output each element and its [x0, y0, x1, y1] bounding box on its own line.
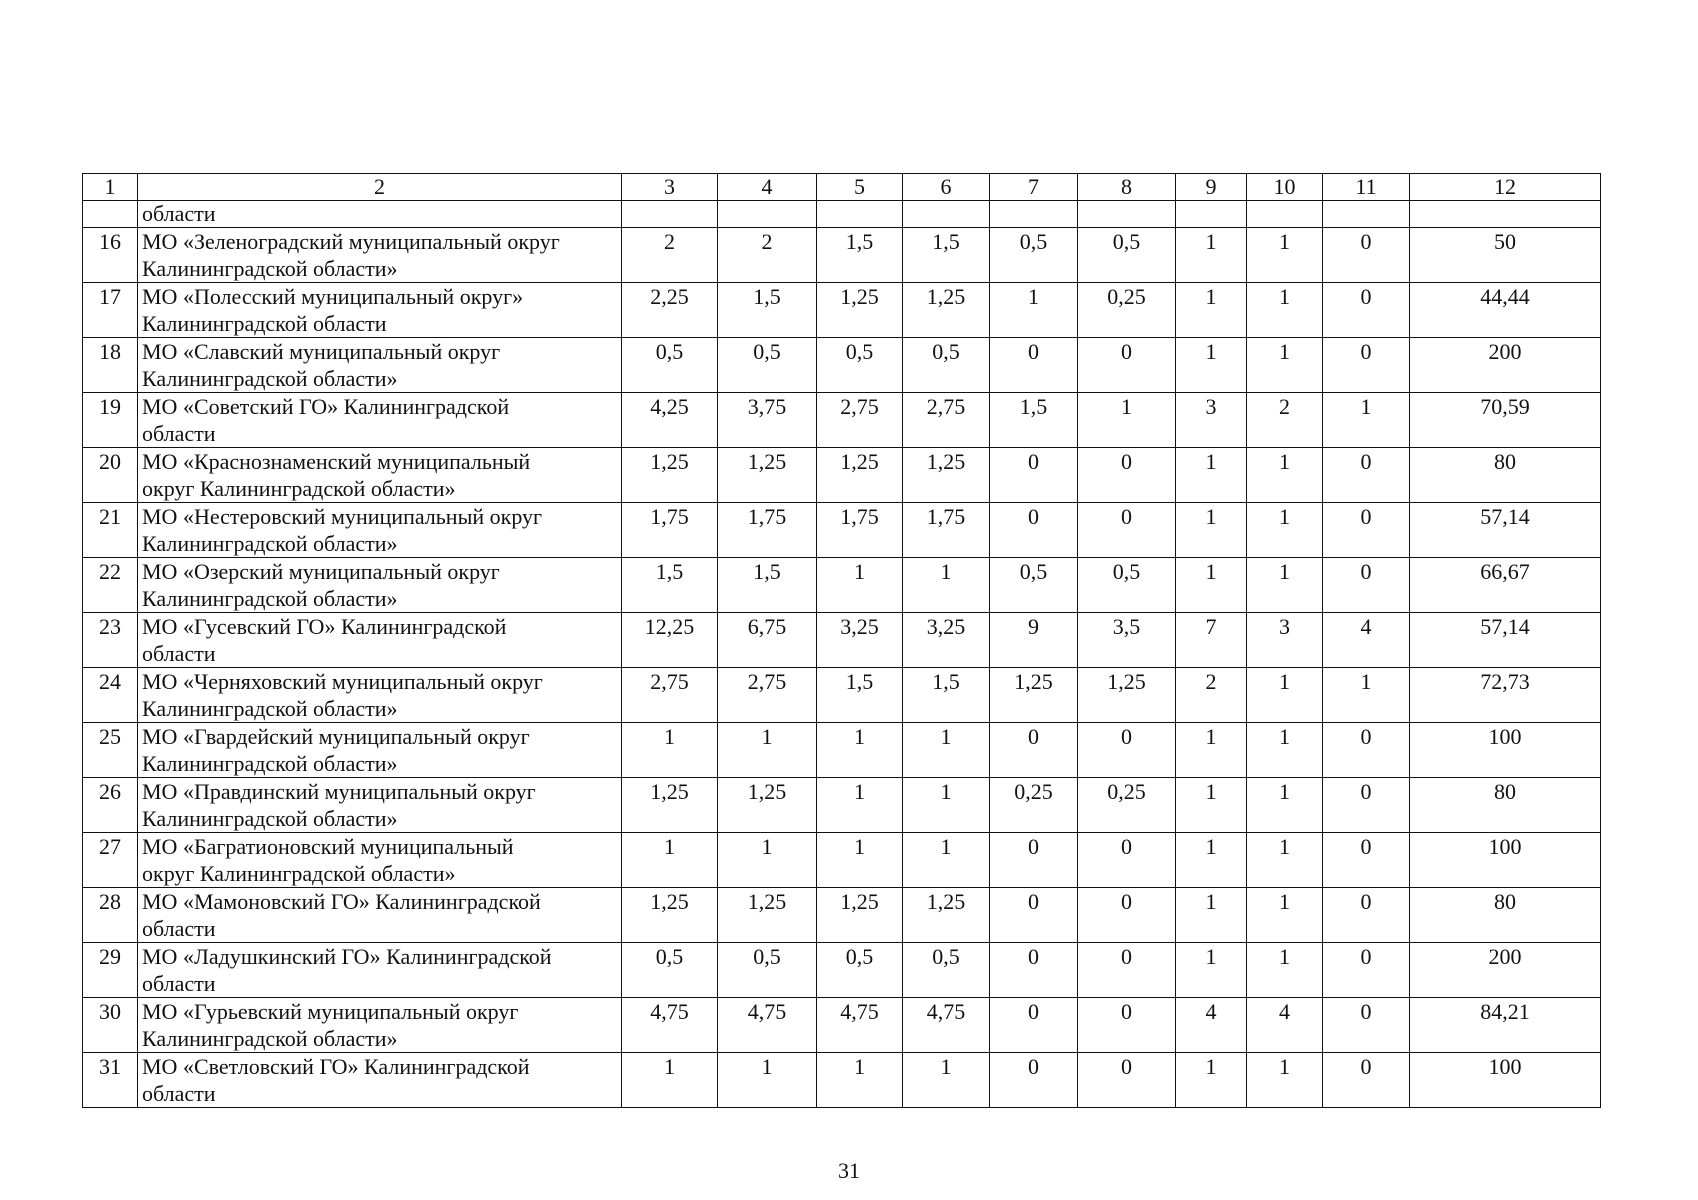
- value-cell: 1: [903, 1053, 990, 1108]
- value-cell: 1: [1176, 1053, 1247, 1108]
- table-cell: [1247, 201, 1323, 228]
- value-cell: 1,75: [903, 503, 990, 558]
- value-cell: 4,75: [903, 998, 990, 1053]
- table-cell: [1410, 201, 1601, 228]
- value-cell: 0,25: [1078, 778, 1176, 833]
- value-cell: 1,5: [718, 558, 817, 613]
- value-cell: 0: [990, 338, 1078, 393]
- value-cell: 1: [1247, 778, 1323, 833]
- value-cell: 0: [1323, 228, 1410, 283]
- value-cell: 1: [817, 1053, 903, 1108]
- value-cell: 0: [990, 503, 1078, 558]
- row-number-cell: 18: [83, 338, 138, 393]
- value-cell: 1,25: [903, 888, 990, 943]
- value-cell: 0: [1078, 888, 1176, 943]
- value-cell: 0: [1078, 723, 1176, 778]
- value-cell: 1: [718, 723, 817, 778]
- name-cell: области: [138, 201, 622, 228]
- value-cell: 0: [1323, 833, 1410, 888]
- name-cell: [138, 558, 622, 613]
- value-cell: 1,25: [817, 283, 903, 338]
- name-line: Калининградской области»: [142, 696, 398, 721]
- name-cell: [138, 668, 622, 723]
- value-cell: 1,5: [718, 283, 817, 338]
- value-cell: 1,25: [990, 668, 1078, 723]
- value-cell: 0: [1323, 558, 1410, 613]
- row-number-cell: 31: [83, 1053, 138, 1108]
- value-cell: 0,5: [903, 338, 990, 393]
- table-cell: [1176, 201, 1247, 228]
- value-cell: 3,25: [903, 613, 990, 668]
- continuation-row: [83, 201, 1601, 228]
- name-line: МО «Гвардейский муниципальный округ: [142, 724, 530, 749]
- name-line: округ Калининградской области»: [142, 861, 456, 886]
- name-line: области: [142, 971, 216, 996]
- name-cell: [138, 778, 622, 833]
- value-cell: 1,75: [622, 503, 718, 558]
- value-cell: 0,5: [990, 228, 1078, 283]
- row-number-cell: 26: [83, 778, 138, 833]
- value-cell: 1: [1323, 668, 1410, 723]
- value-cell: 0: [1323, 448, 1410, 503]
- name-line: МО «Мамоновский ГО» Калининградской: [142, 889, 541, 914]
- header-cell: 7: [990, 174, 1078, 201]
- page-number: 31: [838, 1158, 860, 1183]
- value-cell: 1: [1247, 338, 1323, 393]
- table-row: [83, 778, 1601, 833]
- name-line: области: [142, 421, 216, 446]
- value-cell: 1,25: [1078, 668, 1176, 723]
- value-cell: 1,5: [817, 668, 903, 723]
- name-cell: [138, 503, 622, 558]
- value-cell: 57,14: [1410, 613, 1601, 668]
- value-cell: 1: [1176, 558, 1247, 613]
- value-cell: 1: [1247, 448, 1323, 503]
- data-table: [82, 173, 1601, 1108]
- header-cell: 4: [718, 174, 817, 201]
- value-cell: 1,5: [817, 228, 903, 283]
- name-line: МО «Правдинский муниципальный округ: [142, 779, 536, 804]
- value-cell: 1: [817, 723, 903, 778]
- table-row: [83, 338, 1601, 393]
- value-cell: 4,75: [817, 998, 903, 1053]
- value-cell: 4: [1323, 613, 1410, 668]
- value-cell: 2,75: [903, 393, 990, 448]
- table-row: [83, 723, 1601, 778]
- name-line: Калининградской области»: [142, 256, 398, 281]
- value-cell: 0: [1323, 283, 1410, 338]
- header-cell: 9: [1176, 174, 1247, 201]
- value-cell: 1: [817, 558, 903, 613]
- value-cell: 1,25: [718, 778, 817, 833]
- name-line: Калининградской области»: [142, 586, 398, 611]
- value-cell: 1: [718, 833, 817, 888]
- name-line: МО «Гусевский ГО» Калининградской: [142, 614, 507, 639]
- value-cell: 0: [990, 723, 1078, 778]
- value-cell: 1: [1247, 668, 1323, 723]
- value-cell: 2: [622, 228, 718, 283]
- value-cell: 100: [1410, 833, 1601, 888]
- value-cell: 1: [903, 778, 990, 833]
- value-cell: 3,75: [718, 393, 817, 448]
- name-cell: [138, 943, 622, 998]
- value-cell: 1: [990, 283, 1078, 338]
- value-cell: 1: [1176, 778, 1247, 833]
- value-cell: 1,25: [622, 778, 718, 833]
- name-line: Калининградской области»: [142, 531, 398, 556]
- name-line: области: [142, 641, 216, 666]
- table-cell: [817, 201, 903, 228]
- name-line: МО «Славский муниципальный округ: [142, 339, 501, 364]
- value-cell: 0: [1323, 943, 1410, 998]
- value-cell: 1: [903, 558, 990, 613]
- value-cell: 0: [1323, 723, 1410, 778]
- value-cell: 0,5: [718, 338, 817, 393]
- value-cell: 0: [1323, 888, 1410, 943]
- value-cell: 0,5: [903, 943, 990, 998]
- header-cell: 10: [1247, 174, 1323, 201]
- value-cell: 1: [817, 833, 903, 888]
- value-cell: 70,59: [1410, 393, 1601, 448]
- row-number-cell: 16: [83, 228, 138, 283]
- row-number-cell: 27: [83, 833, 138, 888]
- value-cell: 4: [1176, 998, 1247, 1053]
- value-cell: 1: [622, 833, 718, 888]
- value-cell: 80: [1410, 448, 1601, 503]
- table-cell: [622, 201, 718, 228]
- value-cell: 0,25: [1078, 283, 1176, 338]
- header-cell: 8: [1078, 174, 1176, 201]
- value-cell: 3: [1247, 613, 1323, 668]
- value-cell: 1: [1323, 393, 1410, 448]
- name-cell: [138, 998, 622, 1053]
- value-cell: 1: [1176, 448, 1247, 503]
- value-cell: 1: [622, 1053, 718, 1108]
- value-cell: 1: [1247, 558, 1323, 613]
- value-cell: 0: [1078, 1053, 1176, 1108]
- value-cell: 6,75: [718, 613, 817, 668]
- name-line: МО «Гурьевский муниципальный округ: [142, 999, 519, 1024]
- value-cell: 0: [990, 833, 1078, 888]
- name-cell: [138, 283, 622, 338]
- name-cell: [138, 448, 622, 503]
- value-cell: 100: [1410, 723, 1601, 778]
- value-cell: 0: [1078, 448, 1176, 503]
- value-cell: 1: [1247, 1053, 1323, 1108]
- name-line: Калининградской области»: [142, 806, 398, 831]
- table-row: [83, 833, 1601, 888]
- value-cell: 100: [1410, 1053, 1601, 1108]
- row-number-cell: 28: [83, 888, 138, 943]
- value-cell: 0,5: [622, 338, 718, 393]
- value-cell: 57,14: [1410, 503, 1601, 558]
- value-cell: 0,5: [990, 558, 1078, 613]
- value-cell: 1,25: [817, 448, 903, 503]
- name-cell: [138, 1053, 622, 1108]
- name-line: Калининградской области: [142, 311, 387, 336]
- table-row: [83, 503, 1601, 558]
- row-number-cell: 21: [83, 503, 138, 558]
- row-number-cell: 22: [83, 558, 138, 613]
- value-cell: 200: [1410, 943, 1601, 998]
- value-cell: 66,67: [1410, 558, 1601, 613]
- value-cell: 1,25: [718, 888, 817, 943]
- name-line: Калининградской области»: [142, 751, 398, 776]
- name-cell: [138, 723, 622, 778]
- value-cell: 1,25: [817, 888, 903, 943]
- value-cell: 1,5: [903, 668, 990, 723]
- header-cell: 11: [1323, 174, 1410, 201]
- name-cell: [138, 393, 622, 448]
- name-line: МО «Ладушкинский ГО» Калининградской: [142, 944, 552, 969]
- name-line: МО «Краснознаменский муниципальный: [142, 449, 531, 474]
- value-cell: 2: [1176, 668, 1247, 723]
- value-cell: 1: [1176, 833, 1247, 888]
- value-cell: 0,5: [817, 338, 903, 393]
- row-number-cell: 20: [83, 448, 138, 503]
- value-cell: 1: [1247, 228, 1323, 283]
- row-number-cell: 29: [83, 943, 138, 998]
- value-cell: 1: [903, 723, 990, 778]
- value-cell: 1: [1247, 723, 1323, 778]
- table-row: [83, 283, 1601, 338]
- table-row: [83, 613, 1601, 668]
- table-cell: [903, 201, 990, 228]
- value-cell: 0: [1078, 338, 1176, 393]
- value-cell: 1,25: [718, 448, 817, 503]
- value-cell: 4: [1247, 998, 1323, 1053]
- name-line: МО «Черняховский муниципальный округ: [142, 669, 543, 694]
- name-line: МО «Светловский ГО» Калининградской: [142, 1054, 530, 1079]
- value-cell: 2: [1247, 393, 1323, 448]
- table-row: [83, 448, 1601, 503]
- value-cell: 84,21: [1410, 998, 1601, 1053]
- table-body: [83, 174, 1601, 1108]
- value-cell: 9: [990, 613, 1078, 668]
- row-number-cell: 17: [83, 283, 138, 338]
- table-row: [83, 228, 1601, 283]
- row-number-cell: 23: [83, 613, 138, 668]
- name-cell: [138, 338, 622, 393]
- value-cell: 0: [990, 448, 1078, 503]
- value-cell: 0,5: [1078, 558, 1176, 613]
- value-cell: 2,75: [718, 668, 817, 723]
- table-cell: [990, 201, 1078, 228]
- value-cell: 2,75: [622, 668, 718, 723]
- value-cell: 3: [1176, 393, 1247, 448]
- name-line: области: [142, 1081, 216, 1106]
- table-row: [83, 998, 1601, 1053]
- value-cell: 7: [1176, 613, 1247, 668]
- value-cell: 1: [1176, 228, 1247, 283]
- value-cell: 0: [1323, 778, 1410, 833]
- value-cell: 4,75: [622, 998, 718, 1053]
- table-cell: [83, 201, 138, 228]
- value-cell: 1: [903, 833, 990, 888]
- value-cell: 0: [990, 943, 1078, 998]
- value-cell: 4,25: [622, 393, 718, 448]
- value-cell: 1,75: [817, 503, 903, 558]
- value-cell: 0,25: [990, 778, 1078, 833]
- value-cell: 2,25: [622, 283, 718, 338]
- name-line: МО «Зеленоградский муниципальный округ: [142, 229, 560, 254]
- value-cell: 1: [1176, 943, 1247, 998]
- value-cell: 2: [718, 228, 817, 283]
- value-cell: 0: [1323, 998, 1410, 1053]
- value-cell: 1,5: [990, 393, 1078, 448]
- value-cell: 3,25: [817, 613, 903, 668]
- value-cell: 1: [1247, 888, 1323, 943]
- header-cell: 2: [138, 174, 622, 201]
- name-line: Калининградской области»: [142, 1026, 398, 1051]
- value-cell: 0: [990, 998, 1078, 1053]
- value-cell: 1: [1176, 723, 1247, 778]
- value-cell: 0,5: [622, 943, 718, 998]
- value-cell: 3,5: [1078, 613, 1176, 668]
- value-cell: 0: [1078, 503, 1176, 558]
- value-cell: 1: [718, 1053, 817, 1108]
- value-cell: 1: [1247, 833, 1323, 888]
- value-cell: 0,5: [1078, 228, 1176, 283]
- value-cell: 1: [622, 723, 718, 778]
- value-cell: 200: [1410, 338, 1601, 393]
- value-cell: 1: [1176, 503, 1247, 558]
- name-line: МО «Озерский муниципальный округ: [142, 559, 500, 584]
- header-row: [83, 174, 1601, 201]
- name-line: МО «Полесский муниципальный округ»: [142, 284, 524, 309]
- value-cell: 1: [1247, 503, 1323, 558]
- name-line: МО «Советский ГО» Калининградской: [142, 394, 510, 419]
- value-cell: 0: [990, 1053, 1078, 1108]
- value-cell: 72,73: [1410, 668, 1601, 723]
- name-cell: [138, 833, 622, 888]
- name-line: области: [142, 916, 216, 941]
- table-row: [83, 668, 1601, 723]
- header-cell: 1: [83, 174, 138, 201]
- value-cell: 80: [1410, 778, 1601, 833]
- value-cell: 1,25: [622, 888, 718, 943]
- name-line: МО «Багратионовский муниципальный: [142, 834, 514, 859]
- table-cell: [718, 201, 817, 228]
- value-cell: 0,5: [817, 943, 903, 998]
- value-cell: 44,44: [1410, 283, 1601, 338]
- value-cell: 1,5: [903, 228, 990, 283]
- value-cell: 1: [1176, 888, 1247, 943]
- table-row: [83, 393, 1601, 448]
- header-cell: 6: [903, 174, 990, 201]
- name-line: МО «Нестеровский муниципальный округ: [142, 504, 543, 529]
- table-row: [83, 558, 1601, 613]
- value-cell: 1,25: [903, 283, 990, 338]
- value-cell: 1,25: [903, 448, 990, 503]
- row-number-cell: 24: [83, 668, 138, 723]
- value-cell: 0: [1323, 503, 1410, 558]
- value-cell: 0: [1078, 833, 1176, 888]
- row-number-cell: 30: [83, 998, 138, 1053]
- value-cell: 1: [1247, 283, 1323, 338]
- header-cell: 3: [622, 174, 718, 201]
- table-row: [83, 1053, 1601, 1108]
- value-cell: 0: [1078, 998, 1176, 1053]
- name-cell: [138, 228, 622, 283]
- value-cell: 1: [1176, 338, 1247, 393]
- value-cell: 4,75: [718, 998, 817, 1053]
- value-cell: 0: [1078, 943, 1176, 998]
- name-line: Калининградской области»: [142, 366, 398, 391]
- value-cell: 80: [1410, 888, 1601, 943]
- value-cell: 50: [1410, 228, 1601, 283]
- value-cell: 12,25: [622, 613, 718, 668]
- value-cell: 1: [1078, 393, 1176, 448]
- table-cell: [1323, 201, 1410, 228]
- value-cell: 0: [1323, 1053, 1410, 1108]
- value-cell: 1: [817, 778, 903, 833]
- name-line: округ Калининградской области»: [142, 476, 456, 501]
- value-cell: 1: [1247, 943, 1323, 998]
- value-cell: 0: [1323, 338, 1410, 393]
- table-row: [83, 888, 1601, 943]
- value-cell: 1,5: [622, 558, 718, 613]
- value-cell: 1: [1176, 283, 1247, 338]
- value-cell: 0: [990, 888, 1078, 943]
- table-cell: [1078, 201, 1176, 228]
- name-cell: [138, 613, 622, 668]
- row-number-cell: 25: [83, 723, 138, 778]
- row-number-cell: 19: [83, 393, 138, 448]
- header-cell: 5: [817, 174, 903, 201]
- value-cell: 2,75: [817, 393, 903, 448]
- value-cell: 1,75: [718, 503, 817, 558]
- name-cell: [138, 888, 622, 943]
- value-cell: 1,25: [622, 448, 718, 503]
- value-cell: 0,5: [718, 943, 817, 998]
- header-cell: 12: [1410, 174, 1601, 201]
- table-row: [83, 943, 1601, 998]
